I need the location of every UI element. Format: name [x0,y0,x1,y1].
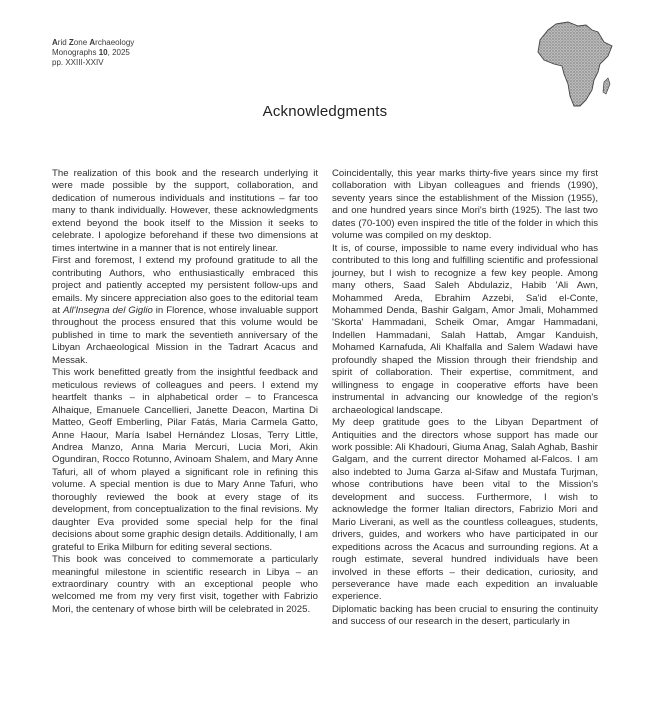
page-title: Acknowledgments [262,103,388,120]
paragraph: First and foremost, I extend my profound gratitude to all the contributing Authors, who enthusiastically embraced this project and patiently accepted my persistent follow-ups and emails. My sincere appreciation also goes to the editorial team at All'Insegna del Giglio in Florence, whose invaluable support throughout the process ensured that this volume would be published in time to mark the seventieth anniversary of the Libyan Archaeological Mission in the Tadrart Acacus and Messak. [52,255,319,366]
left-column [52,168,318,616]
africa-map-icon [534,20,616,110]
journal-header [52,38,134,68]
paragraph: Diplomatic backing has been crucial to ensuring the continuity and success of our research in the desert, particularly in [332,603,598,628]
paragraph: This book was conceived to commemorate a particularly meaningful milestone in scientific research in Libya – an extraordinary country with an exceptional people who welcomed me from my very first visit, together with Fabrizio Mori, the centenary of whose birth will be celebrated in 2025. [52,554,318,615]
right-column [332,168,598,629]
paragraph: This work benefitted greatly from the insightful feedback and meticulous reviews of colleagues and peers. I extend my heartfelt thanks – in alphabetical order – to Francesca Alhaique, Emanuele Cancellieri, Janette Deacon, Martina Di Matteo, Geoff Emberling, Pilar Fatás, Maria Carmela Gatto, Anne Haour, María Isabel Hernández Llosas, Terry Little, Andrea Manzo, Anna Maria Mercuri, Lucia Mori, Akin Ogundiran, Rocco Rotunno, Avinoam Shalem, and Mary Anne Tafuri, all of whom played a significant role in refining this volume. A special mention is due to Mary Anne Tafuri, who thoroughly reviewed the book at every stage of its development, from conceptualization to the final revisions. My daughter Eva provided some special help for the final decisions about some graphic design details. Additionally, I am grateful to Erika Milburn for editing several sections. [52,367,318,553]
paragraph: The realization of this book and the research underlying it were made possible by the support, collaboration, and dedication of numerous individuals and institutions – far too many to thank individually. However, these acknowledgments extend beyond the book itself to the Mission it seeks to celebrate. I apologize beforehand if these two dimensions at times intertwine in a manner that is not entirely linear. [52,168,318,254]
paragraph: It is, of course, impossible to name every individual who has contributed to this long and fulfilling scientific and professional journey, but I wish to recognize a few key people. Among many others, Saad Saleh Abdulaziz, Habib 'Ali Awn, Mohammed Areda, Ebrahim Azzebi, Sa'id el-Conte, Mohammed Denda, Bashir Galgam, Amor Jmali, Mohammed 'Skorta' Hammadani, Scheik Omar, Amgar Hammadani, Indellen Hammadani, Salah Hattab, Amgar Kanduish, Mohamed Karnafuda, Ali Khalfalla and Salem Wadawi have profoundly shaped the Mission through their friendship and spirit of collaboration. Their expertise, commitment, and willingness to engage in cooperative efforts have been instrumental in advancing our knowledge of the region's archaeological landscape. [332,242,598,416]
paragraph: My deep gratitude goes to the Libyan Department of Antiquities and the directors whose support has made our work possible: Ali Khadouri, Giuma Anag, Salah Aghab, Bashir Galgam, and the current director Mohamed al-Falcos. I am also indebted to Juma Garza al-Sifaw and Mustafa Turjman, whose contributions have been vital to the Mission's development and success. Furthermore, I wish to acknowledge the former Italian directors, Fabrizio Mori and Mario Liverani, as well as the countless colleagues, students, drivers, guides, and workers who have participated in our expeditions across the Acacus and surrounding regions. At a rough estimate, several hundred individuals have been involved in these efforts – their dedication, curiosity, and perseverance have made each expedition an invaluable experience. [332,417,598,603]
series-line: Monographs 10, 2025 [52,48,130,57]
paragraph: Coincidentally, this year marks thirty-five years since my first collaboration with Libyan colleagues and friends (1990), seventy years since the establishment of the Mission (1955), and one hundred years since Mori's birth (1925). The last two dates (70-100) even inspired the title of the folder in which this volume was compiled on my desktop. [332,168,598,242]
page-range: pp. XXIII-XXIV [52,58,104,67]
journal-name: Arid Zone Archaeology [52,38,135,47]
